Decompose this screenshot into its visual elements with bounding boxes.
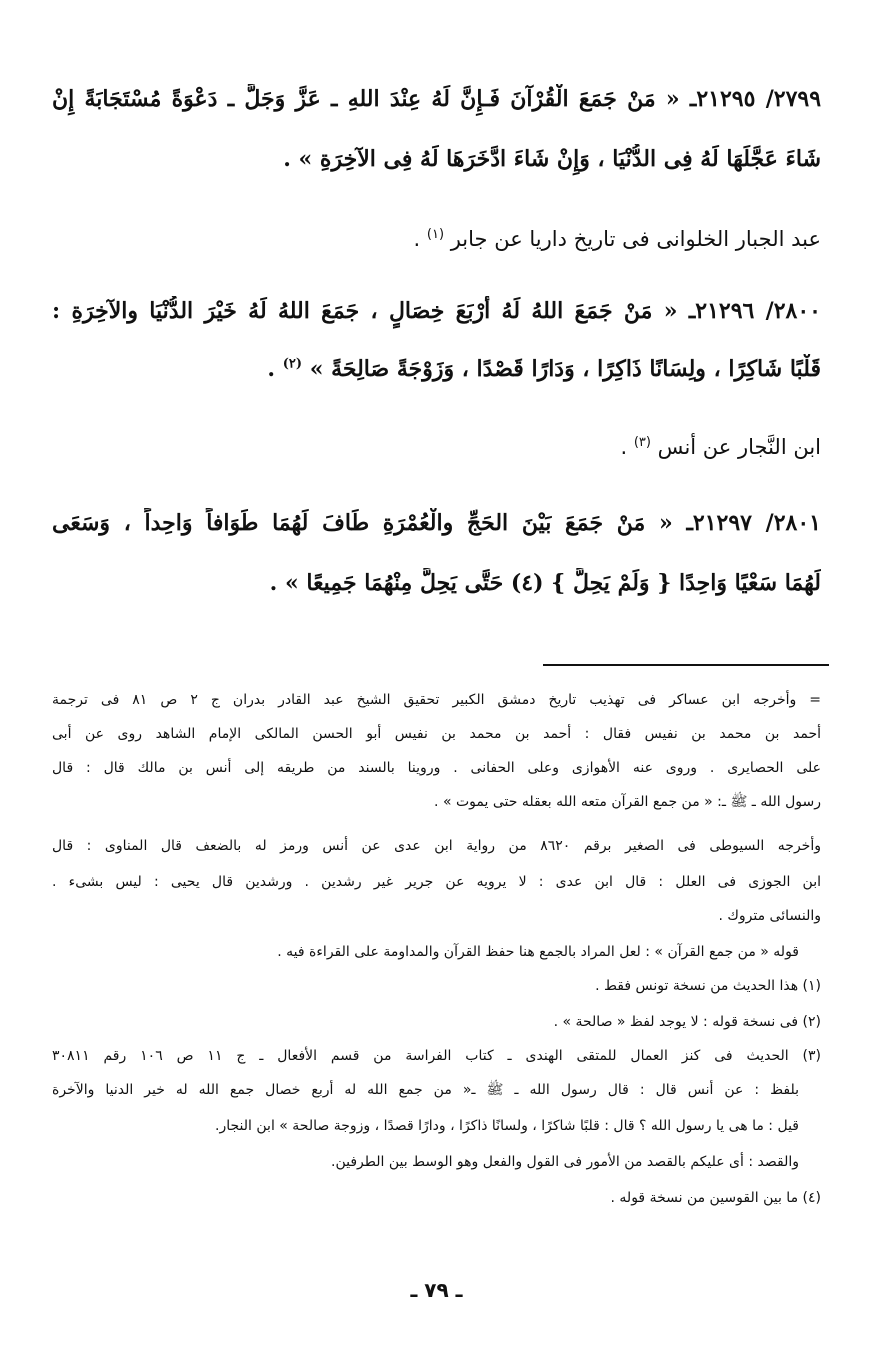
hadith-2799-line-2: شَاءَ عَجَّلَهَا لَهُ فِى الدُّنْيَا ، وَإِنْ شَاءَ ادَّخَرَهَا لَهُ فِى الآخِرَةِ » . (283, 146, 821, 172)
footnote-line: = وأخرجه ابن عساكر فى تهذيب تاريخ دمشق الكبير تحقيق الشيخ عبد القادر بدران ج ٢ ص ٨١ فى ترجمة (52, 692, 821, 708)
footnote-3-cont: بلفظ : عن أنس قال : قال رسول الله ـ ﷺ ـ« من جمع الله له أربع خصال جمع الله له خير الدنيا والآخرة (52, 1082, 799, 1098)
footnote-2: (٢) فى نسخة قوله : لا يوجد لفظ « صالحة » . (553, 1014, 821, 1030)
footnote-ref-3: (٣) (633, 435, 651, 450)
footnote-4: (٤) ما بين القوسين من نسخة قوله . (610, 1190, 821, 1206)
footnote-line: على الحصايرى . وروى عنه الأهوازى وعلى الحفانى . وروينا بالسند من طريقه إلى أنس بن مالك قال : قال (52, 760, 821, 776)
footnote-line: قوله « من جمع القرآن » : لعل المراد بالجمع هنا حفظ القرآن والمداومة على القراءة فيه . (277, 944, 799, 960)
source-text: عبد الجبار الخلوانى فى تاريخ داريا عن جابر (450, 227, 821, 251)
hadith-2800-line-2: قَلْبًا شَاكِرًا ، ولِسَانًا ذَاكِرًا ، وَدَارًا قَصْدًا ، وَزَوْجَةً صَالِحَةً » $^{(٢)}$ . (267, 356, 821, 382)
footnote-line: رسول الله ـ ﷺ ـ: « من جمع القرآن متعه الله بعقله حتى يموت » . (434, 794, 821, 810)
footnote-line: ابن الجوزى فى العلل : قال ابن عدى : لا يرويه عن جرير غير رشدين . ورشدين قال يحيى : ليس بشىء . (52, 874, 821, 890)
hadith-2800-line-1: ٢٨٠٠/ ٢١٢٩٦ـ « مَنْ جَمَعَ اللهُ لَهُ أَرْبَعَ خِصَالٍ ، جَمَعَ اللهُ لَهُ خَيْرَ الدُّنْيَا والآخِرَةِ : (52, 298, 821, 324)
footnote-3-cont: قيل : ما هى يا رسول الله ؟ قال : قلبًا شاكرًا ، ولسانًا ذاكرًا ، ودارًا قصدًا ، وزوجة صالحة » ابن النجار. (215, 1118, 799, 1134)
footnote-3: (٣) الحديث فى كنز العمال للمتقى الهندى ـ كتاب الفراسة من قسم الأفعال ـ ج ١١ ص ١٠٦ رقم ٣٠٨١١ (52, 1048, 821, 1064)
hadith-2801-line-1: ٢٨٠١/ ٢١٢٩٧ـ « مَنْ جَمَعَ بَيْنَ الحَجِّ والْعُمْرَةِ طَافَ لَهُمَا طَوَافاً وَاحِداً ، وَسَعَى (52, 510, 821, 536)
hadith-2800-line-2-text: قَلْبًا شَاكِرًا ، ولِسَانًا ذَاكِرًا ، وَدَارًا قَصْدًا ، وَزَوْجَةً صَالِحَةً » (309, 356, 821, 382)
hadith-2799-source: عبد الجبار الخلوانى فى تاريخ داريا عن جابر $^{(١)}$ . (413, 227, 821, 251)
source-text: ابن النَّجار عن أنس (657, 435, 821, 459)
page-number: ـ ٧٩ ـ (410, 1278, 463, 1302)
footnote-1: (١) هذا الحديث من نسخة تونس فقط . (595, 978, 821, 994)
footnote-ref-2: (٢) (282, 356, 303, 372)
footnote-line: والنسائى متروك . (718, 908, 821, 924)
hadith-2800-source: ابن النَّجار عن أنس $^{(٣)}$ . (620, 435, 821, 459)
hadith-2799-line-1: ٢٧٩٩/ ٢١٢٩٥ـ « مَنْ جَمَعَ الْقُرْآنَ فَـإِنَّ لَهُ عِنْدَ اللهِ ـ عَزَّ وَجَلَّ ـ دَعْوَةً مُسْتَجَابَةً إِنْ (52, 86, 821, 112)
footnote-line: أحمد بن محمد بن نفيس فقال : أحمد بن محمد بن نفيس أبو الحسن المالكى الإمام الشاهد روى عن أبى (52, 726, 821, 742)
footnote-divider (543, 664, 829, 666)
hadith-2801-line-2: لَهُمَا سَعْيًا وَاحِدًا { وَلَمْ يَحِلَّ } (٤) حَتَّى يَحِلَّ مِنْهُمَا جَمِيعًا » . (269, 570, 821, 596)
footnote-line: وأخرجه السيوطى فى الصغير برقم ٨٦٢٠ من رواية ابن عدى عن أنس ورمز له بالضعف قال المناوى : قال (52, 838, 821, 854)
footnote-3-cont: والقصد : أى عليكم بالقصد من الأمور فى القول والفعل وهو الوسط بين الطرفين. (331, 1154, 799, 1170)
footnote-ref-1: (١) (426, 227, 445, 242)
